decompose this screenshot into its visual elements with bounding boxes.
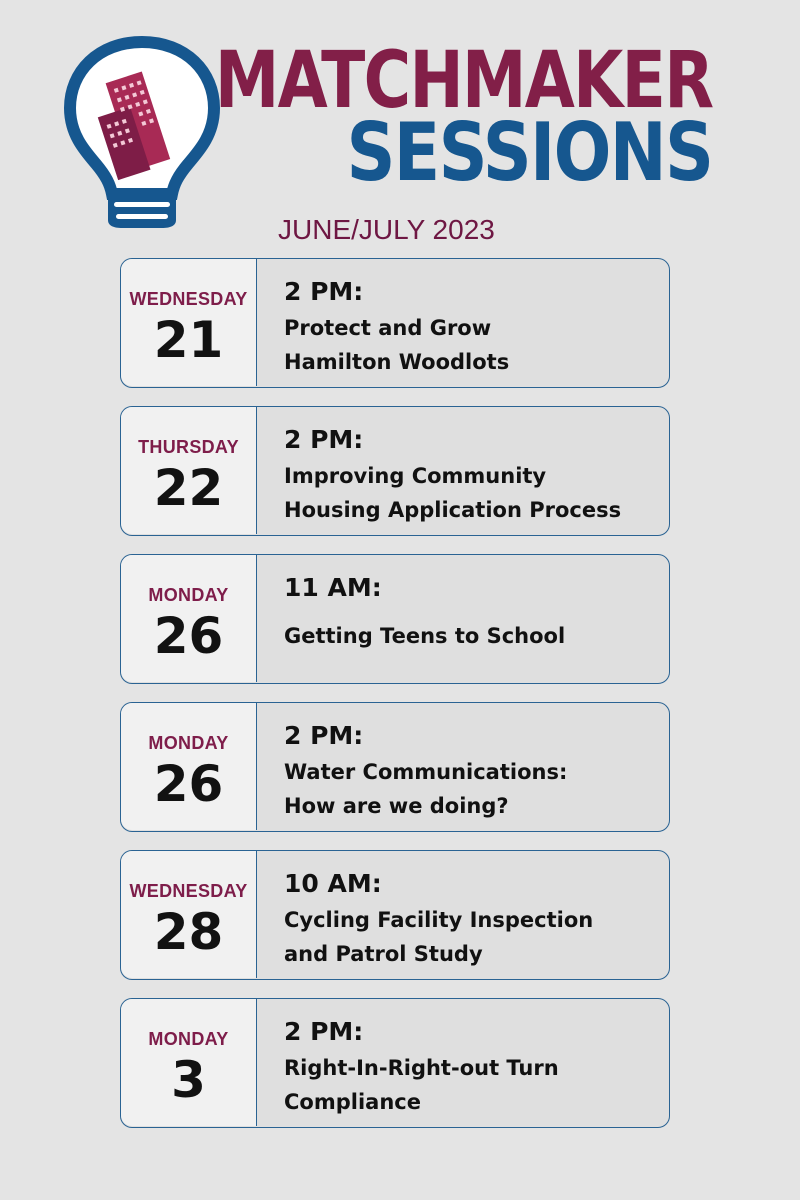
day-number: 26 — [153, 755, 224, 813]
session-topic-line1: Improving Community — [284, 464, 547, 488]
session-info — [284, 571, 659, 653]
weekday-label: MONDAY — [148, 1029, 229, 1049]
weekday-label: MONDAY — [148, 585, 229, 605]
day-number: 21 — [153, 311, 224, 369]
date-box — [121, 407, 257, 534]
session-time: 10 AM: — [284, 869, 382, 898]
date-box — [121, 259, 257, 386]
title-matchmaker: MATCHMAKER — [214, 36, 712, 126]
session-info — [284, 719, 659, 823]
session-time: 11 AM: — [284, 573, 382, 602]
day-number: 26 — [153, 607, 224, 665]
session-time: 2 PM: — [284, 277, 364, 306]
session-topic-line1: Cycling Facility Inspection — [284, 908, 594, 932]
subtitle-date-range: JUNE/JULY 2023 — [278, 214, 495, 245]
date-box — [121, 851, 257, 978]
session-info — [284, 275, 659, 379]
session-time: 2 PM: — [284, 425, 364, 454]
session-card — [120, 702, 670, 832]
session-topic-line2: and Patrol Study — [284, 942, 483, 966]
session-time: 2 PM: — [284, 721, 364, 750]
lightbulb-buildings-icon — [62, 34, 222, 230]
session-topic-line2: Housing Application Process — [284, 498, 622, 522]
session-topic-line1: Protect and Grow — [284, 316, 492, 340]
date-box — [121, 703, 257, 830]
day-number: 22 — [153, 459, 224, 517]
weekday-label: WEDNESDAY — [129, 289, 248, 309]
session-card — [120, 406, 670, 536]
weekday-label: THURSDAY — [138, 437, 239, 457]
date-box — [121, 999, 257, 1126]
session-topic-line2: How are we doing? — [284, 794, 509, 818]
session-info — [284, 1015, 659, 1119]
session-time: 2 PM: — [284, 1017, 364, 1046]
title-sessions: SESSIONS — [346, 106, 712, 199]
day-number: 3 — [171, 1051, 206, 1109]
date-box — [121, 555, 257, 682]
session-info — [284, 423, 659, 527]
day-number: 28 — [153, 903, 224, 961]
session-topic-line2: Hamilton Woodlots — [284, 350, 510, 374]
weekday-label: WEDNESDAY — [129, 881, 248, 901]
session-card — [120, 258, 670, 388]
session-card — [120, 554, 670, 684]
session-topic-line2: Compliance — [284, 1090, 421, 1114]
session-card — [120, 850, 670, 980]
session-list — [120, 258, 670, 1146]
session-info — [284, 867, 659, 971]
session-topic-line1: Getting Teens to School — [284, 624, 566, 648]
session-card — [120, 998, 670, 1128]
weekday-label: MONDAY — [148, 733, 229, 753]
session-topic-line1: Right-In-Right-out Turn — [284, 1056, 559, 1080]
session-topic-line1: Water Communications: — [284, 760, 568, 784]
